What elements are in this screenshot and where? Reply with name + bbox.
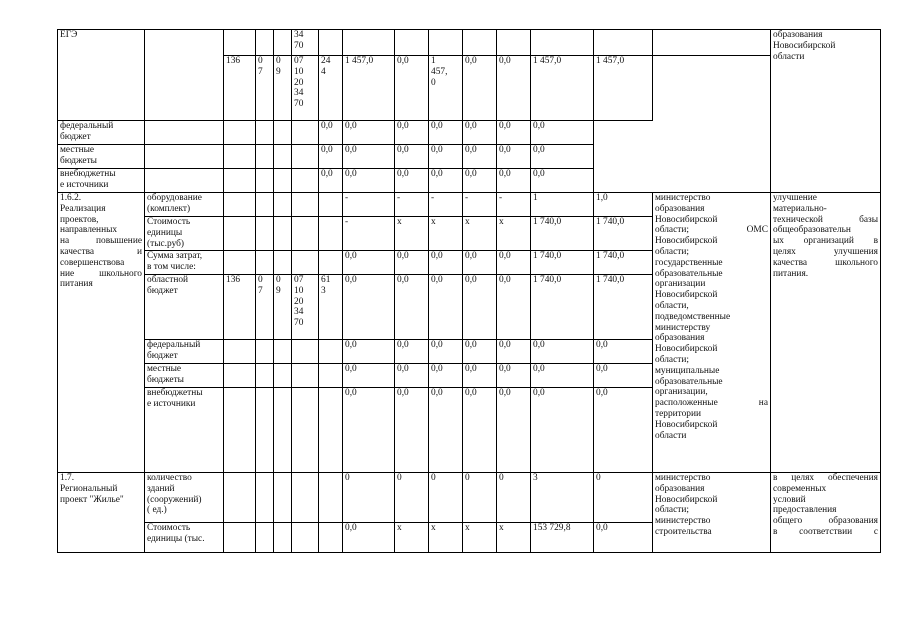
table-cell: 0,0	[395, 251, 429, 275]
table-cell: x	[429, 523, 463, 553]
table-cell	[319, 388, 343, 473]
table-cell	[224, 251, 256, 275]
table-cell: 0,0	[429, 169, 463, 193]
table-cell: 136	[224, 275, 256, 340]
table-cell: 0,0	[429, 364, 463, 388]
table-cell: 0,0	[395, 169, 429, 193]
table-cell: 0,0	[343, 275, 395, 340]
table-cell	[292, 121, 319, 145]
table-cell	[256, 364, 274, 388]
table-cell: 0,0	[531, 169, 594, 193]
table-cell: 3	[531, 473, 594, 523]
table-cell	[224, 388, 256, 473]
table-cell: -	[463, 193, 497, 217]
table-cell	[256, 388, 274, 473]
table-cell	[256, 340, 274, 364]
table-cell: 0	[497, 473, 531, 523]
table-cell: 0,0	[594, 364, 653, 388]
table-cell: в целях обеспечения современных условий предоставления общего образования в соответствии с	[771, 473, 881, 553]
table-cell	[319, 193, 343, 217]
table-cell: 0,0	[594, 388, 653, 473]
table-cell: 136	[224, 56, 256, 121]
table-cell: 0	[594, 473, 653, 523]
table-cell	[292, 364, 319, 388]
table-cell	[319, 473, 343, 523]
table-cell	[274, 169, 292, 193]
table-cell: 07 10 20 34 70	[292, 275, 319, 340]
table-cell: 0 9	[274, 275, 292, 340]
table-cell	[292, 145, 319, 169]
table-cell	[594, 30, 653, 56]
table-cell	[145, 121, 224, 145]
table-cell: 0,0	[343, 364, 395, 388]
table-cell	[256, 251, 274, 275]
table-cell: образования Новосибирской области	[771, 30, 881, 193]
table-cell: 0,0	[463, 251, 497, 275]
table-cell	[292, 169, 319, 193]
table-cell: министерство образования Новосибирской области; министерство строительства	[653, 473, 771, 553]
table-cell: 0,0	[497, 121, 531, 145]
table-cell	[145, 145, 224, 169]
table-cell: 0,0	[343, 523, 395, 553]
table-cell: x	[497, 217, 531, 251]
table-cell: 0,0	[395, 388, 429, 473]
table-cell: 0,0	[463, 388, 497, 473]
table-cell: 0,0	[395, 145, 429, 169]
table-cell: 0,0	[343, 169, 395, 193]
table-body	[58, 30, 881, 553]
table-cell: 0,0	[319, 145, 343, 169]
table-cell: 1.6.2. Реализация проектов, направленных на повышение качества и совершенствова ние школьного питания	[58, 193, 145, 473]
table-cell: 0,0	[463, 275, 497, 340]
table-cell	[145, 30, 224, 121]
table-cell	[292, 473, 319, 523]
table-cell: оборудование (комплект)	[145, 193, 224, 217]
table-cell	[224, 121, 256, 145]
table-cell	[224, 217, 256, 251]
table-cell: 0,0	[531, 364, 594, 388]
table-cell: ЕГЭ	[58, 30, 145, 121]
document-page	[57, 29, 876, 553]
table-cell	[463, 30, 497, 56]
table-cell: 0,0	[463, 121, 497, 145]
table-row	[58, 121, 881, 145]
table-cell: 0,0	[429, 145, 463, 169]
table-cell	[224, 364, 256, 388]
table-row	[58, 473, 881, 523]
table-cell: 1.7. Региональный проект "Жилье"	[58, 473, 145, 553]
table-cell	[292, 193, 319, 217]
table-cell: 1 457,0	[531, 56, 594, 121]
table-cell: 0,0	[343, 121, 395, 145]
table-cell: 61 3	[319, 275, 343, 340]
table-cell: 1 457,0	[594, 56, 653, 121]
table-cell: x	[463, 523, 497, 553]
table-cell: 1 740,0	[531, 217, 594, 251]
table-cell: 24 4	[319, 56, 343, 121]
table-cell: 0,0	[429, 121, 463, 145]
table-cell	[292, 251, 319, 275]
table-cell: 07 10 20 34 70	[292, 56, 319, 121]
table-cell	[224, 30, 256, 56]
table-cell: x	[463, 217, 497, 251]
table-cell	[274, 364, 292, 388]
table-cell: 1 740,0	[594, 251, 653, 275]
table-cell	[274, 251, 292, 275]
table-cell	[319, 30, 343, 56]
table-cell: 0,0	[343, 251, 395, 275]
table-cell: внебюджетны е источники	[58, 169, 145, 193]
table-cell	[319, 217, 343, 251]
table-cell: 0,0	[531, 121, 594, 145]
table-cell: 0,0	[319, 121, 343, 145]
table-cell: 0,0	[395, 364, 429, 388]
table-cell: 0	[343, 473, 395, 523]
table-cell	[653, 30, 771, 56]
table-cell	[292, 523, 319, 553]
table-cell: федеральный бюджет	[58, 121, 145, 145]
table-cell: 1,0	[594, 193, 653, 217]
table-cell: 0,0	[531, 145, 594, 169]
table-cell	[319, 364, 343, 388]
table-row	[58, 193, 881, 217]
table-cell: 0 7	[256, 56, 274, 121]
table-cell: улучшение материально- технической базы общеобразовательн ых организаций в целях улучшения качества школьного питания.	[771, 193, 881, 473]
table-cell: -	[395, 193, 429, 217]
table-cell: x	[497, 523, 531, 553]
table-cell: 0	[395, 473, 429, 523]
table-cell	[531, 30, 594, 56]
table-cell: 0,0	[497, 364, 531, 388]
table-cell	[224, 473, 256, 523]
table-cell: 0,0	[319, 169, 343, 193]
table-cell	[145, 169, 224, 193]
table-cell: 0 9	[274, 56, 292, 121]
table-cell	[497, 30, 531, 56]
table-cell	[256, 145, 274, 169]
table-cell	[395, 30, 429, 56]
table-cell	[319, 251, 343, 275]
table-cell: 0	[463, 473, 497, 523]
table-cell: 0,0	[463, 169, 497, 193]
table-cell	[274, 121, 292, 145]
table-cell	[256, 30, 274, 56]
table-cell: 1 740,0	[594, 217, 653, 251]
table-cell: 0,0	[343, 340, 395, 364]
table-row	[58, 145, 881, 169]
table-cell: министерство образования Новосибирской области; ОМС Новосибирской области; государственные образовательные организации Новосибирской области, подведомственные министерству образования Новосибирской области; муниципальные образовательные организации, расположенные на территории Новосибирской области	[653, 193, 771, 473]
table-cell: 0,0	[429, 340, 463, 364]
table-cell: 0,0	[463, 56, 497, 121]
table-cell	[274, 340, 292, 364]
table-cell	[256, 523, 274, 553]
table-cell: местные бюджеты	[58, 145, 145, 169]
table-cell: 1 457, 0	[429, 56, 463, 121]
table-cell: 0,0	[463, 145, 497, 169]
budget-table	[57, 29, 881, 553]
table-cell	[343, 30, 395, 56]
table-cell: 0,0	[395, 121, 429, 145]
table-cell: -	[343, 217, 395, 251]
table-cell: 0,0	[343, 388, 395, 473]
table-cell	[256, 217, 274, 251]
table-cell: 0,0	[429, 275, 463, 340]
table-cell	[274, 145, 292, 169]
table-cell: 0,0	[497, 169, 531, 193]
table-cell: 0,0	[531, 340, 594, 364]
table-cell: 0	[429, 473, 463, 523]
table-cell: федеральный бюджет	[145, 340, 224, 364]
table-cell	[256, 473, 274, 523]
table-cell: 0,0	[497, 251, 531, 275]
table-cell: 0,0	[395, 275, 429, 340]
table-cell	[274, 30, 292, 56]
table-cell: 0,0	[463, 340, 497, 364]
table-cell	[256, 193, 274, 217]
table-cell: областной бюджет	[145, 275, 224, 340]
table-cell: x	[429, 217, 463, 251]
table-cell: 0,0	[463, 364, 497, 388]
table-cell	[256, 121, 274, 145]
table-row	[58, 169, 881, 193]
table-cell	[224, 523, 256, 553]
table-cell: внебюджетны е источники	[145, 388, 224, 473]
table-cell: 0,0	[395, 56, 429, 121]
table-cell: 0,0	[343, 145, 395, 169]
table-cell: 1	[531, 193, 594, 217]
table-cell: Сумма затрат, в том числе:	[145, 251, 224, 275]
table-cell: x	[395, 523, 429, 553]
table-cell: 0,0	[497, 275, 531, 340]
table-cell	[319, 523, 343, 553]
table-cell: Стоимость единицы (тыс.	[145, 523, 224, 553]
table-cell	[224, 145, 256, 169]
table-cell: 0,0	[531, 388, 594, 473]
table-cell	[429, 30, 463, 56]
table-cell	[224, 340, 256, 364]
table-cell: 0 7	[256, 275, 274, 340]
table-cell	[292, 388, 319, 473]
table-cell: -	[343, 193, 395, 217]
table-cell: 0,0	[497, 145, 531, 169]
table-cell	[319, 340, 343, 364]
table-cell: Стоимость единицы (тыс.руб)	[145, 217, 224, 251]
table-cell: 0,0	[429, 251, 463, 275]
table-row	[58, 30, 881, 56]
table-cell: 0,0	[594, 523, 653, 553]
table-cell: 0,0	[594, 340, 653, 364]
table-cell: -	[429, 193, 463, 217]
table-cell: местные бюджеты	[145, 364, 224, 388]
table-cell	[292, 217, 319, 251]
table-cell: 1 740,0	[594, 275, 653, 340]
table-cell	[224, 193, 256, 217]
table-cell: 34 70	[292, 30, 319, 56]
table-cell: 0,0	[497, 340, 531, 364]
table-cell: 1 457,0	[343, 56, 395, 121]
table-cell: 1 740,0	[531, 275, 594, 340]
table-cell: 1 740,0	[531, 251, 594, 275]
table-cell	[274, 523, 292, 553]
table-cell: 0,0	[497, 56, 531, 121]
table-cell: -	[497, 193, 531, 217]
table-cell: 0,0	[497, 388, 531, 473]
table-cell	[256, 169, 274, 193]
table-cell: 153 729,8	[531, 523, 594, 553]
table-cell	[224, 169, 256, 193]
table-cell: x	[395, 217, 429, 251]
table-cell: 0,0	[395, 340, 429, 364]
table-cell	[274, 217, 292, 251]
table-cell: 0,0	[429, 388, 463, 473]
table-cell	[274, 473, 292, 523]
table-cell	[274, 388, 292, 473]
table-cell: количество зданий (сооружений) ( ед.)	[145, 473, 224, 523]
table-cell	[292, 340, 319, 364]
table-cell	[274, 193, 292, 217]
